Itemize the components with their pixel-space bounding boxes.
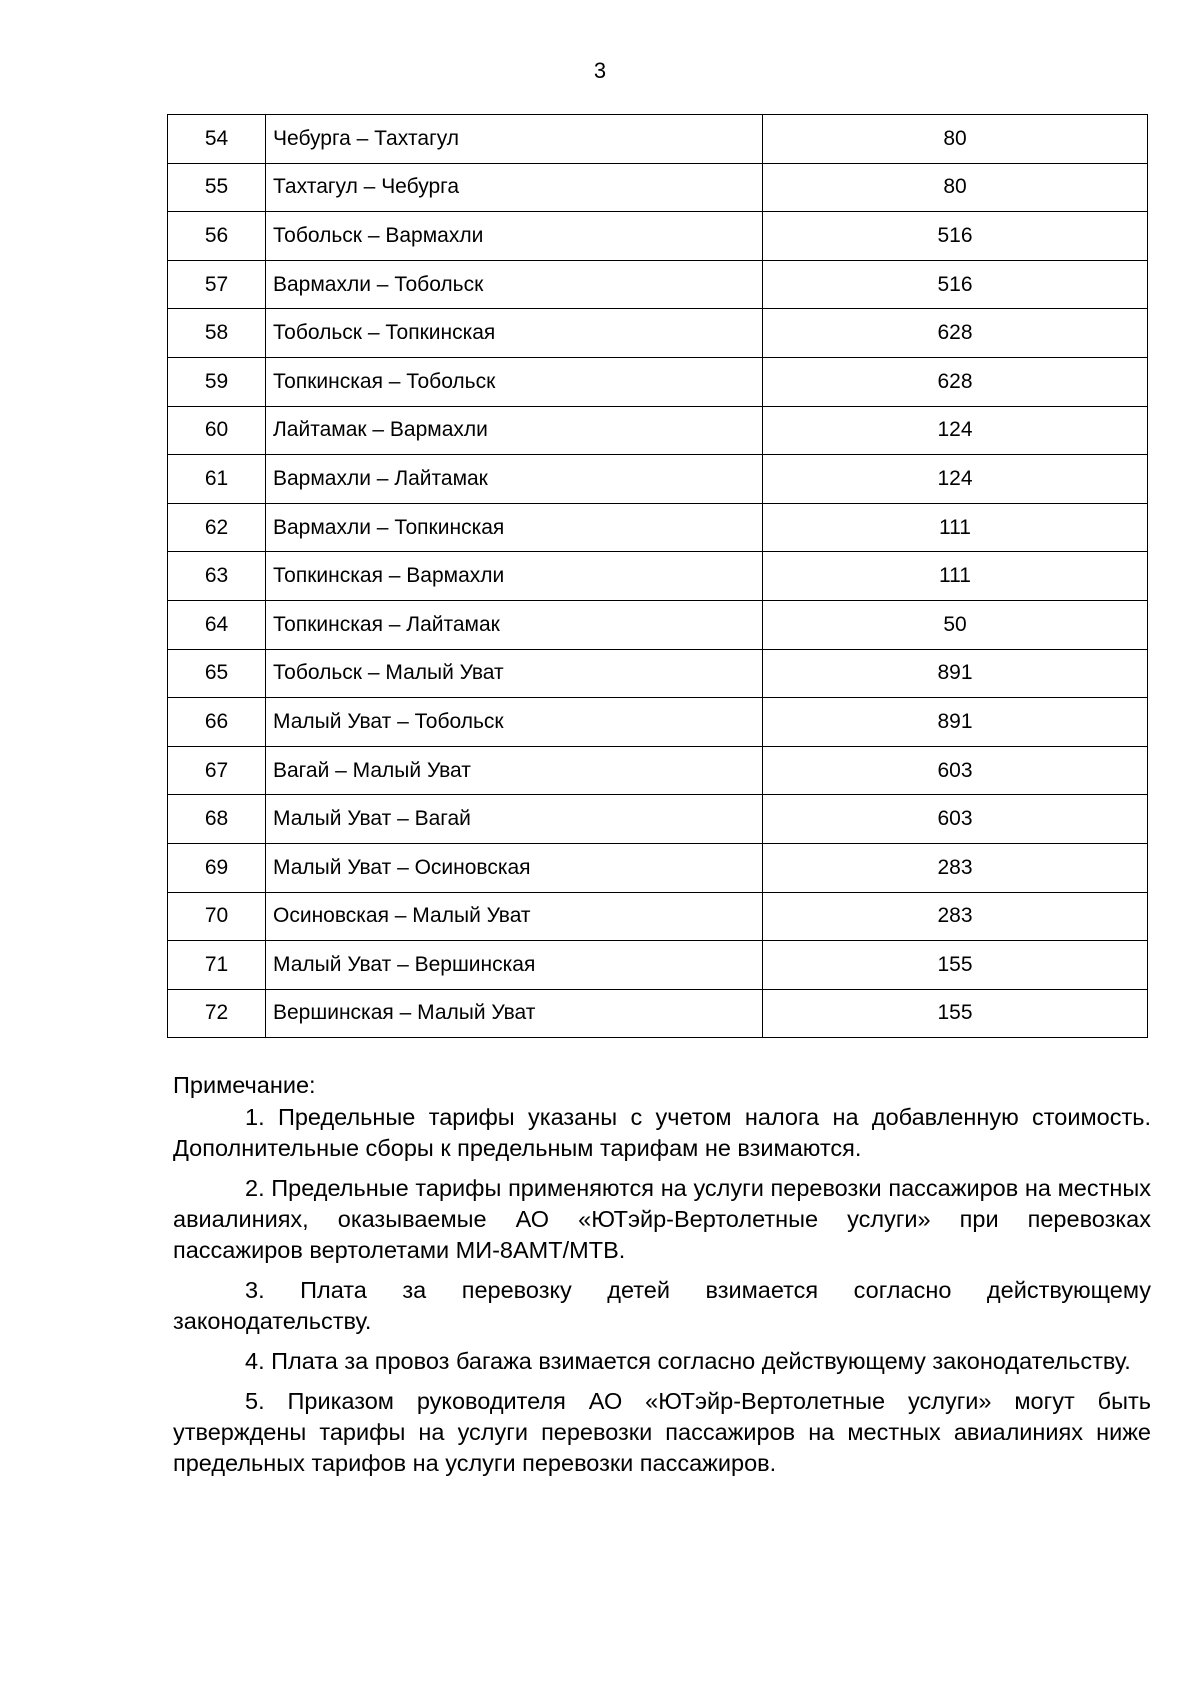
row-number-cell: 60 [168,406,266,455]
route-cell: Топкинская – Тобольск [266,357,763,406]
route-cell: Малый Уват – Вершинская [266,941,763,990]
row-number-cell: 55 [168,163,266,212]
table-row [168,212,1148,261]
route-cell: Тахтагул – Чебурга [266,163,763,212]
row-number-cell: 63 [168,552,266,601]
table-row [168,698,1148,747]
note-item: 4. Плата за провоз багажа взимается согласно действующему законодательству. [245,1348,1131,1374]
route-cell: Вармахли – Тобольск [266,260,763,309]
route-cell: Малый Уват – Осиновская [266,843,763,892]
row-number-cell: 72 [168,989,266,1038]
notes-section [173,1070,1151,1488]
row-number-cell: 71 [168,941,266,990]
route-cell: Малый Уват – Вагай [266,795,763,844]
row-number-cell: 58 [168,309,266,358]
price-cell: 283 [763,843,1148,892]
table-row [168,163,1148,212]
price-cell: 155 [763,989,1148,1038]
table-row [168,552,1148,601]
price-cell: 50 [763,600,1148,649]
row-number-cell: 69 [168,843,266,892]
price-cell: 603 [763,746,1148,795]
page-number: 3 [593,58,607,83]
price-cell: 891 [763,698,1148,747]
row-number-cell: 64 [168,600,266,649]
row-number-cell: 54 [168,115,266,164]
price-cell: 111 [763,503,1148,552]
table-row [168,309,1148,358]
row-number-cell: 57 [168,260,266,309]
notes-list [173,1102,1151,1479]
table-row [168,989,1148,1038]
route-cell: Тобольск – Вармахли [266,212,763,261]
price-cell: 891 [763,649,1148,698]
route-cell: Вармахли – Лайтамак [266,455,763,504]
price-cell: 628 [763,309,1148,358]
route-cell: Осиновская – Малый Уват [266,892,763,941]
price-cell: 124 [763,455,1148,504]
row-number-cell: 70 [168,892,266,941]
table-row [168,455,1148,504]
table-row [168,406,1148,455]
row-number-cell: 59 [168,357,266,406]
row-number-cell: 66 [168,698,266,747]
table-row [168,795,1148,844]
table-row [168,600,1148,649]
price-cell: 80 [763,115,1148,164]
row-number-cell: 62 [168,503,266,552]
route-cell: Топкинская – Лайтамак [266,600,763,649]
price-cell: 155 [763,941,1148,990]
table-row [168,260,1148,309]
price-cell: 516 [763,260,1148,309]
note-item: 3. Плата за перевозку детей взимается согласно действующему законодательству. [173,1277,1151,1334]
row-number-cell: 68 [168,795,266,844]
price-cell: 283 [763,892,1148,941]
price-cell: 111 [763,552,1148,601]
route-cell: Тобольск – Малый Уват [266,649,763,698]
price-cell: 516 [763,212,1148,261]
row-number-cell: 56 [168,212,266,261]
table-row [168,357,1148,406]
route-cell: Чебурга – Тахтагул [266,115,763,164]
route-cell: Топкинская – Вармахли [266,552,763,601]
row-number-cell: 67 [168,746,266,795]
route-cell: Лайтамак – Вармахли [266,406,763,455]
route-cell: Тобольск – Топкинская [266,309,763,358]
table-row [168,843,1148,892]
table-row [168,649,1148,698]
row-number-cell: 61 [168,455,266,504]
tariff-table-body [168,115,1148,1038]
tariff-table [167,114,1148,1038]
table-row [168,941,1148,990]
price-cell: 80 [763,163,1148,212]
price-cell: 124 [763,406,1148,455]
route-cell: Вершинская – Малый Уват [266,989,763,1038]
route-cell: Вагай – Малый Уват [266,746,763,795]
price-cell: 628 [763,357,1148,406]
note-item: 5. Приказом руководителя АО «ЮТэйр-Вертолетные услуги» могут быть утверждены тарифы на услуги перевозки пассажиров на местных авиалиниях ниже предельных тарифов на услуги перевозки пассажиров. [173,1388,1151,1476]
note-item: 2. Предельные тарифы применяются на услуги перевозки пассажиров на местных авиалиниях, оказываемые АО «ЮТэйр-Вертолетные услуги» при перевозках пассажиров вертолетами МИ-8АМТ/МТВ. [173,1175,1151,1263]
table-row [168,115,1148,164]
route-cell: Малый Уват – Тобольск [266,698,763,747]
table-row [168,746,1148,795]
table-row [168,503,1148,552]
price-cell: 603 [763,795,1148,844]
notes-title: Примечание: [173,1072,316,1098]
route-cell: Вармахли – Топкинская [266,503,763,552]
table-row [168,892,1148,941]
note-item: 1. Предельные тарифы указаны с учетом налога на добавленную стоимость. Дополнительные сборы к предельным тарифам не взимаются. [173,1104,1151,1161]
row-number-cell: 65 [168,649,266,698]
